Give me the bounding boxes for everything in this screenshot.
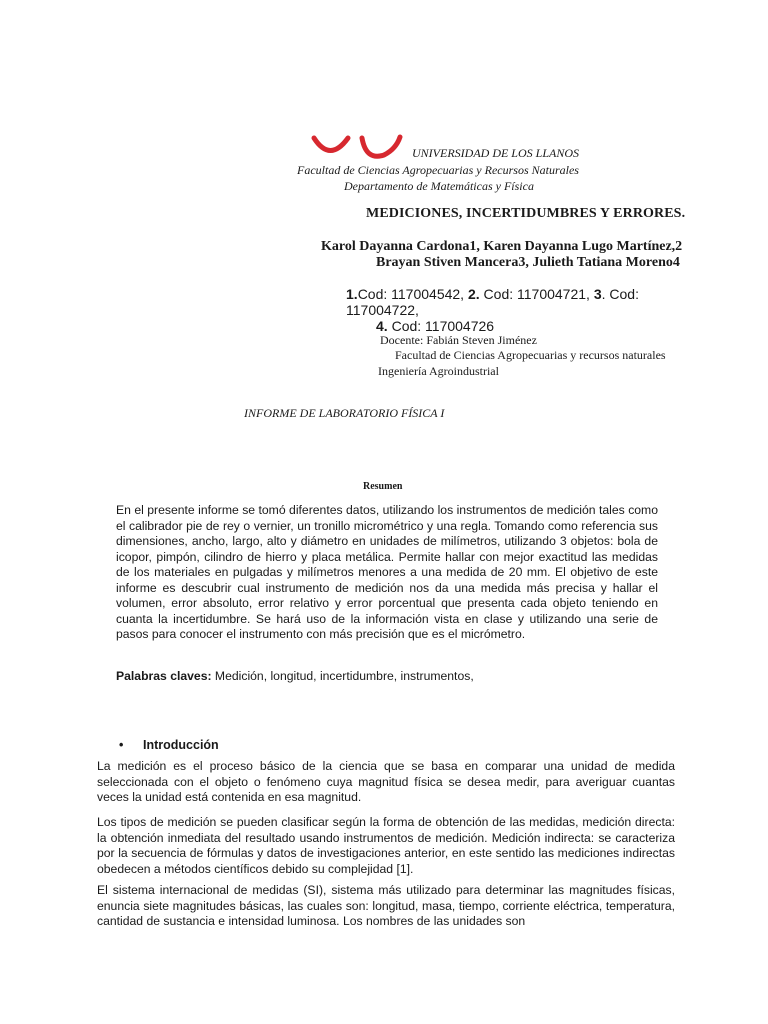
keywords-list: Medición, longitud, incertidumbre, instrumentos, xyxy=(211,669,474,683)
code-3: . Cod: 117004722, xyxy=(346,286,639,318)
code-4: Cod: 117004726 xyxy=(387,318,495,334)
university-logo xyxy=(310,133,405,163)
code-1-number: 1. xyxy=(346,286,358,302)
abstract-text: En el presente informe se tomó diferentes datos, utilizando los instrumentos de medición tales como el calibrador pie de rey o vernier, un tronillo micrométrico y una regla. Tomando como referencia sus dimensiones, ancho, largo, alto y diámetro en unidades de milímetros, utilizando 3 objetos: bola de icopor, pimpón, cilindro de hierro y placa metálica. Permite hallar con mejor exactitud las medidas de los materiales en pulgadas y milímetros menores a una medida de 20 mm. El objetivo de este informe es descubrir cual instrumento de medición nos da una medida más precisa y hallar el volumen, error absoluto, error relativo y error porcentual que presenta cada objeto teniendo en cuanta la incertidumbre. Se hará uso de la información vista en clase y utilizando una serie de pasos para conocer el instrumento con más precisión que es el micrómetro. xyxy=(116,503,658,641)
intro-paragraph-3: El sistema internacional de medidas (SI), sistema más utilizado para determinar las magnitudes físicas, enuncia siete magnitudes básicas, las cuales son: longitud, masa, tiempo, corriente eléctrica, temperatura, cantidad de sustancia e intensidad luminosa. Los nombres de las unidades son xyxy=(97,883,675,928)
code-2: Cod: 117004721, xyxy=(479,286,594,302)
codes-line-2 xyxy=(346,318,682,334)
intro-paragraph-2: Los tipos de medición se pueden clasificar según la forma de obtención de las medidas, medición directa: la obtención inmediata del resultado usando instrumentos de medición. Medición indirecta: se caracteriza por la secuencia de fórmulas y datos de investigaciones anterior, en este sentido las mediciones indirectas obedecen a métodos científicos debido su complejidad [1]. xyxy=(97,815,675,876)
keywords xyxy=(116,669,474,683)
keywords-label: Palabras claves: xyxy=(116,669,212,683)
code-2-number: 2. xyxy=(467,286,480,302)
code-4-number: 4. xyxy=(376,318,388,334)
teacher-program: Ingeniería Agroindustrial xyxy=(378,364,499,378)
report-title: MEDICIONES, INCERTIDUMBRES Y ERRORES. xyxy=(366,206,686,221)
student-codes xyxy=(346,286,682,334)
code-3-number: 3 xyxy=(593,286,602,302)
bullet-icon: • xyxy=(119,738,124,752)
authors-line-2: Brayan Stiven Mancera3, Julieth Tatiana Moreno4 xyxy=(376,255,680,270)
teacher-name: Docente: Fabián Steven Jiménez xyxy=(380,333,537,347)
university-name: UNIVERSIDAD DE LOS LLANOS xyxy=(412,146,579,160)
abstract-heading: Resumen xyxy=(363,481,403,492)
codes-line-1 xyxy=(346,286,682,318)
authors-line-1: Karol Dayanna Cardona1, Karen Dayanna Lugo Martínez,2 xyxy=(321,239,683,254)
department-name: Departamento de Matemáticas y Física xyxy=(344,179,534,193)
teacher-faculty: Facultad de Ciencias Agropecuarias y recursos naturales xyxy=(395,348,666,362)
intro-paragraph-1: La medición es el proceso básico de la ciencia que se basa en comparar una unidad de medida seleccionada con el objeto o fenómeno cuya magnitud física se desea medir, para averiguar cuantas veces la unidad está contenida en esa magnitud. xyxy=(97,759,675,804)
faculty-name: Facultad de Ciencias Agropecuarias y Recursos Naturales xyxy=(297,163,579,177)
introduction-heading: Introducción xyxy=(143,738,219,752)
code-1: Cod: 117004542, xyxy=(357,286,468,302)
report-type: INFORME DE LABORATORIO FÍSICA I xyxy=(244,406,445,420)
